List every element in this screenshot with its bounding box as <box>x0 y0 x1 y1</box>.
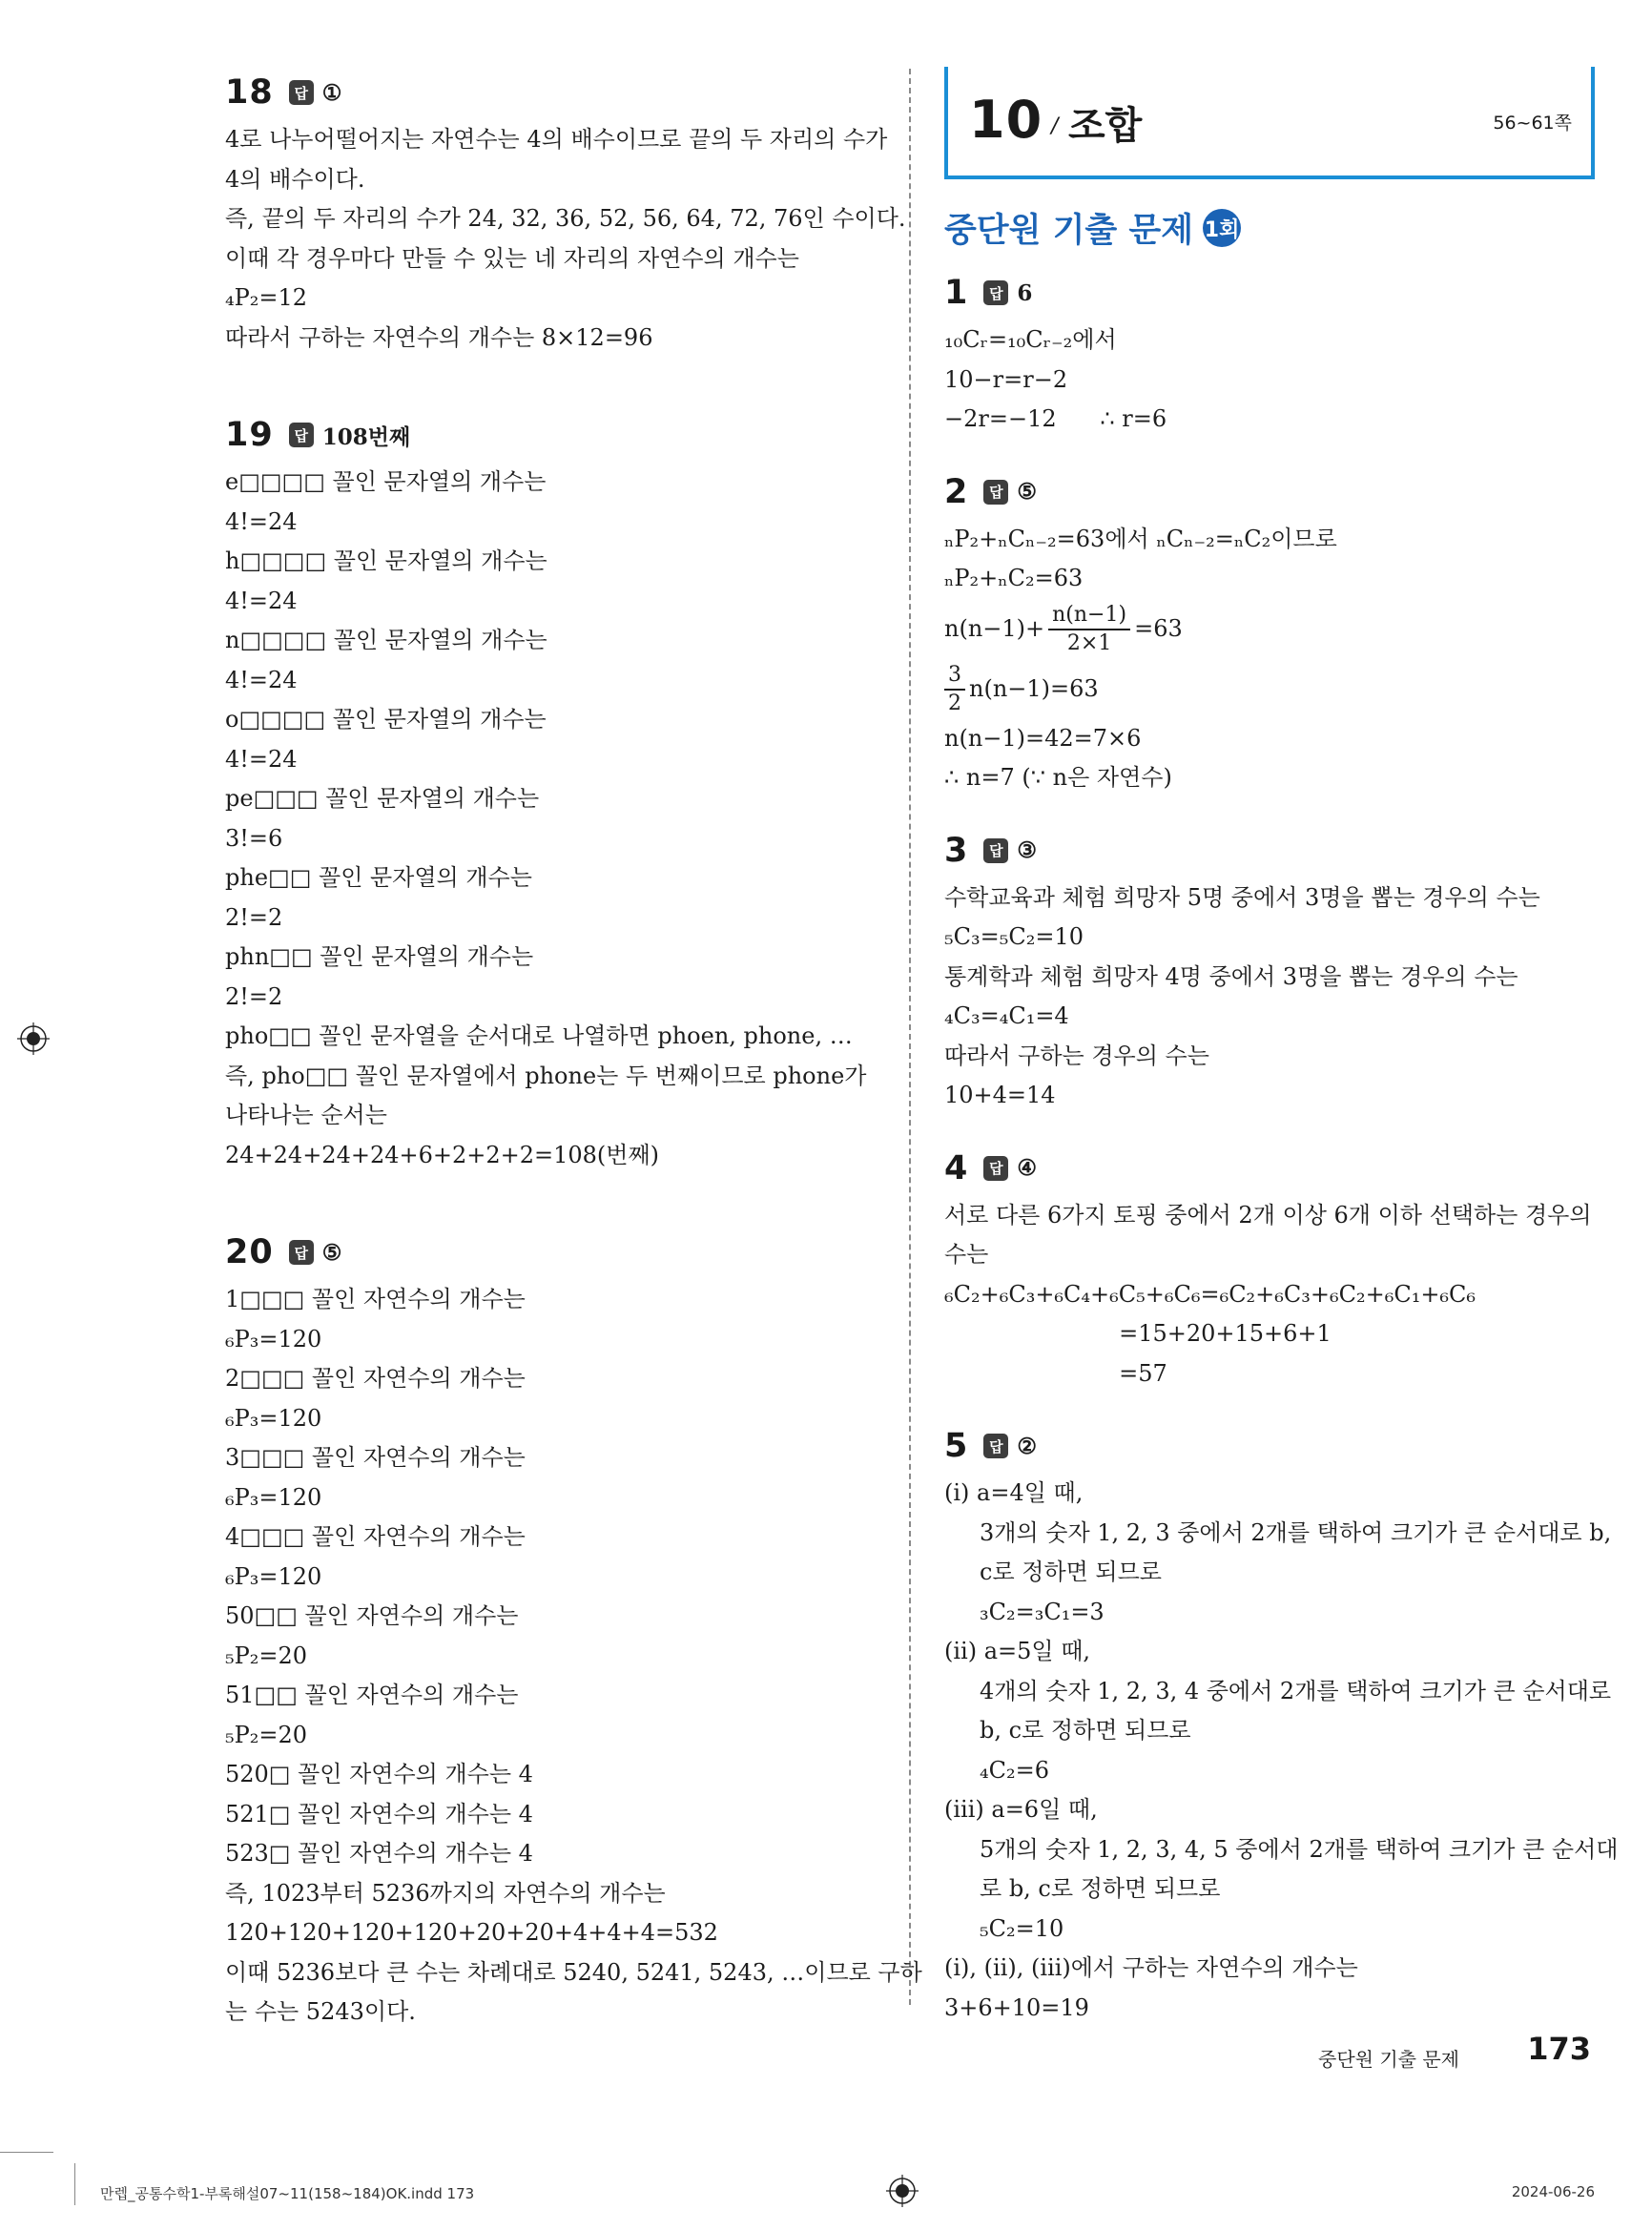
solution-line: 2!=2 <box>225 903 283 931</box>
problem-number: 19 <box>225 416 274 454</box>
solution-line: ₆P₃=120 <box>225 1325 322 1352</box>
problem-number: 20 <box>225 1233 274 1271</box>
solution-line: 4로 나누어떨어지는 자연수는 4의 배수이므로 끝의 두 자리의 수가 <box>225 126 888 153</box>
section-round-badge: 1회 <box>1203 209 1241 247</box>
problem-header <box>225 1227 878 1278</box>
answer-badge: 답 <box>289 80 314 105</box>
solution-line: ₅C₃=₅C₂=10 <box>944 923 1084 950</box>
fraction-prefix: n(n−1)+ <box>944 614 1045 642</box>
problem-20 <box>225 1227 922 2033</box>
problem-header <box>944 267 1595 319</box>
solution-line: h□□□□ 꼴인 문자열의 개수는 <box>225 547 547 574</box>
fraction-suffix: n(n−1)=63 <box>969 674 1099 702</box>
fraction <box>944 662 965 717</box>
slug-date: 2024-06-26 <box>1511 2183 1595 2200</box>
problem-4 <box>944 1143 1595 1394</box>
answer-value: 6 <box>1017 279 1033 306</box>
problem-header <box>944 1143 1595 1194</box>
chapter-pages: 56~61쪽 <box>1493 113 1572 134</box>
answer-value: ① <box>321 79 342 106</box>
solution-line: 521□ 꼴인 자연수의 개수는 4 <box>225 1800 533 1827</box>
problem-1 <box>944 267 1595 440</box>
solution-line: ₁₀Cᵣ=₁₀Cᵣ₋₂에서 <box>944 326 1117 353</box>
registration-mark-icon <box>886 2175 919 2207</box>
chapter-slash: / <box>1051 114 1059 138</box>
solution-line: 520□ 꼴인 자연수의 개수는 4 <box>225 1761 533 1787</box>
slug-filename: 만렙_공통수학1-부록해설07~11(158~184)OK.indd 173 <box>100 2185 475 2202</box>
answer-value: ② <box>1017 1433 1037 1459</box>
solution-line: ₃C₂=₃C₁=3 <box>980 1598 1105 1625</box>
solution-line: 3개의 숫자 1, 2, 3 중에서 2개를 택하여 크기가 큰 순서대로 b, <box>980 1518 1612 1546</box>
solution-line: 3+6+10=19 <box>944 1993 1089 2021</box>
answer-value: 108번째 <box>321 423 411 450</box>
solution-line: 10−r=r−2 <box>944 365 1068 393</box>
answer-badge: 답 <box>289 1240 314 1265</box>
chapter-number: 10 <box>969 90 1043 150</box>
problem-header <box>944 825 1595 877</box>
answer-badge: 답 <box>983 280 1008 305</box>
problem-number: 18 <box>225 73 274 112</box>
solution-line: ₅P₂=20 <box>225 1721 308 1748</box>
right-column <box>944 67 1619 2079</box>
solution-line: ∴ n=7 (∵ n은 자연수) <box>944 764 1172 791</box>
solution-line: ₙP₂+ₙCₙ₋₂=63에서 ₙCₙ₋₂=ₙC₂이므로 <box>944 525 1337 552</box>
page-number: 173 <box>1527 2031 1591 2067</box>
solution-line: 따라서 구하는 자연수의 개수는 8×12=96 <box>225 323 653 351</box>
answer-value: ③ <box>1017 837 1037 863</box>
problem-number: 4 <box>944 1148 969 1187</box>
fraction-line <box>944 660 1595 719</box>
answer-badge: 답 <box>983 1156 1008 1181</box>
problem-header <box>944 1420 1595 1472</box>
problem-header <box>944 466 1595 518</box>
solution-line: 즉, pho□□ 꼴인 문자열에서 phone는 두 번째이므로 phone가 <box>225 1062 867 1089</box>
solution-line: (ⅰ), (ⅱ), (ⅲ)에서 구하는 자연수의 개수는 <box>944 1954 1358 1981</box>
answer-badge: 답 <box>983 480 1008 505</box>
solution-line: 3□□□ 꼴인 자연수의 개수는 <box>225 1444 526 1471</box>
registration-mark-icon <box>17 1022 50 1055</box>
problem-header <box>225 409 878 461</box>
chapter-header <box>944 67 1595 179</box>
problem-18 <box>225 67 906 358</box>
solution-line: b, c로 정하면 되므로 <box>980 1717 1191 1744</box>
solution-line: n□□□□ 꼴인 문자열의 개수는 <box>225 627 547 653</box>
solution-line: =57 <box>944 1359 1167 1387</box>
solution-line: 통계학과 체험 희망자 4명 중에서 3명을 뽑는 경우의 수는 <box>944 962 1518 990</box>
solution-line: e□□□□ 꼴인 문자열의 개수는 <box>225 468 547 495</box>
problem-2 <box>944 466 1595 798</box>
answer-badge: 답 <box>983 838 1008 863</box>
solution-line: 523□ 꼴인 자연수의 개수는 4 <box>225 1840 533 1867</box>
section-title-text: 중단원 기출 문제 <box>944 212 1194 250</box>
solution-line: 50□□ 꼴인 자연수의 개수는 <box>225 1602 519 1629</box>
crop-mark <box>74 2163 75 2205</box>
solution-line: 4!=24 <box>225 666 298 693</box>
solution-line: ₆C₂+₆C₃+₆C₄+₆C₅+₆C₆=₆C₂+₆C₃+₆C₂+₆C₁+₆C₆ <box>944 1280 1476 1308</box>
solution-line: =15+20+15+6+1 <box>944 1320 1332 1347</box>
solution-line: 즉, 끝의 두 자리의 수가 24, 32, 36, 52, 56, 64, 72, 76인 수이다. <box>225 205 906 232</box>
answer-badge: 답 <box>289 423 314 447</box>
fraction-denominator: 2 <box>948 691 961 715</box>
fraction <box>1048 602 1130 657</box>
section-title <box>944 200 1595 256</box>
footer-section-label: 중단원 기출 문제 <box>1318 2048 1459 2071</box>
solution-line: ₄C₃=₄C₁=4 <box>944 1002 1069 1029</box>
solution-line: 수학교육과 체험 희망자 5명 중에서 3명을 뽑는 경우의 수는 <box>944 883 1540 911</box>
solution-line: 5개의 숫자 1, 2, 3, 4, 5 중에서 2개를 택하여 크기가 큰 순서대 <box>980 1835 1619 1863</box>
solution-line: (ⅲ) a=6일 때, <box>944 1796 1098 1823</box>
problem-number: 2 <box>944 472 969 511</box>
solution-line: 4!=24 <box>225 587 298 614</box>
solution-line: 10+4=14 <box>944 1082 1056 1108</box>
solution-line: 4!=24 <box>225 507 298 535</box>
solution-line: ₄C₂=6 <box>980 1756 1049 1784</box>
crop-mark <box>0 2152 53 2153</box>
solution-line: (ⅱ) a=5일 때, <box>944 1638 1091 1664</box>
solution-line: 수는 <box>944 1241 989 1268</box>
solution-line: 는 수는 5243이다. <box>225 1998 416 2025</box>
answer-value: ⑤ <box>1017 479 1037 505</box>
solution-line: 이때 각 경우마다 만들 수 있는 네 자리의 자연수의 개수는 <box>225 244 799 272</box>
solution-line: ₆P₃=120 <box>225 1562 322 1590</box>
solution-line: phe□□ 꼴인 문자열의 개수는 <box>225 864 532 891</box>
solution-line: (ⅰ) a=4일 때, <box>944 1479 1084 1506</box>
solution-line: 즉, 1023부터 5236까지의 자연수의 개수는 <box>225 1879 666 1907</box>
solution-line: 따라서 구하는 경우의 수는 <box>944 1042 1209 1069</box>
fraction-suffix: =63 <box>1134 614 1183 642</box>
solution-line: pe□□□ 꼴인 문자열의 개수는 <box>225 785 540 812</box>
solution-line: 나타나는 순서는 <box>225 1102 387 1128</box>
solution-line: 2□□□ 꼴인 자연수의 개수는 <box>225 1365 526 1392</box>
solution-line: 24+24+24+24+6+2+2+2=108(번째) <box>225 1141 660 1168</box>
solution-line: 3!=6 <box>225 824 283 852</box>
solution-line: n(n−1)=42=7×6 <box>944 724 1142 752</box>
solution-line: ₆P₃=120 <box>225 1404 322 1432</box>
problem-3 <box>944 825 1595 1116</box>
column-divider <box>909 69 911 2005</box>
problem-number: 1 <box>944 274 969 312</box>
problem-number: 3 <box>944 831 969 870</box>
fraction-numerator: n(n−1) <box>1048 602 1130 630</box>
solution-line: ₆P₃=120 <box>225 1483 322 1511</box>
fraction-numerator: 3 <box>944 662 965 691</box>
solution-line: ₙP₂+ₙC₂=63 <box>944 565 1084 591</box>
solution-line: 이때 5236보다 큰 수는 차례대로 5240, 5241, 5243, …이므로 구하 <box>225 1958 922 1986</box>
left-column <box>225 67 922 2084</box>
answer-badge: 답 <box>983 1434 1008 1458</box>
solution-line: 서로 다른 6가지 토핑 중에서 2개 이상 6개 이하 선택하는 경우의 <box>944 1201 1592 1229</box>
problem-19 <box>225 409 878 1175</box>
solution-line: ₄P₂=12 <box>225 284 308 311</box>
answer-value: ④ <box>1017 1155 1037 1181</box>
chapter-title: 조합 <box>1068 104 1143 148</box>
problem-header <box>225 67 878 118</box>
problem-5 <box>944 1420 1619 2028</box>
solution-line: 4개의 숫자 1, 2, 3, 4 중에서 2개를 택하여 크기가 큰 순서대로 <box>980 1677 1612 1704</box>
solution-line: phn□□ 꼴인 문자열의 개수는 <box>225 943 534 970</box>
solution-line: 120+120+120+120+20+20+4+4+4=532 <box>225 1919 718 1946</box>
solution-line: 51□□ 꼴인 자연수의 개수는 <box>225 1682 519 1708</box>
solution-line: pho□□ 꼴인 문자열을 순서대로 나열하면 phoen, phone, … <box>225 1022 853 1049</box>
solution-line: 4!=24 <box>225 745 298 773</box>
solution-line: 로 b, c로 정하면 되므로 <box>980 1875 1221 1902</box>
solution-line: ₅C₂=10 <box>980 1914 1064 1942</box>
solution-line: 4의 배수이다. <box>225 165 365 193</box>
solution-line: c로 정하면 되므로 <box>980 1559 1162 1585</box>
fraction-line <box>944 599 1595 660</box>
problem-number: 5 <box>944 1427 969 1465</box>
fraction-denominator: 2×1 <box>1066 630 1112 655</box>
solution-line: −2r=−12 ∴ r=6 <box>944 405 1167 432</box>
solution-line: 1□□□ 꼴인 자연수의 개수는 <box>225 1286 526 1312</box>
solution-line: 4□□□ 꼴인 자연수의 개수는 <box>225 1523 526 1550</box>
solution-line: 2!=2 <box>225 982 283 1010</box>
answer-value: ⑤ <box>321 1239 342 1266</box>
solution-line: ₅P₂=20 <box>225 1642 308 1669</box>
solution-line: o□□□□ 꼴인 문자열의 개수는 <box>225 706 547 733</box>
